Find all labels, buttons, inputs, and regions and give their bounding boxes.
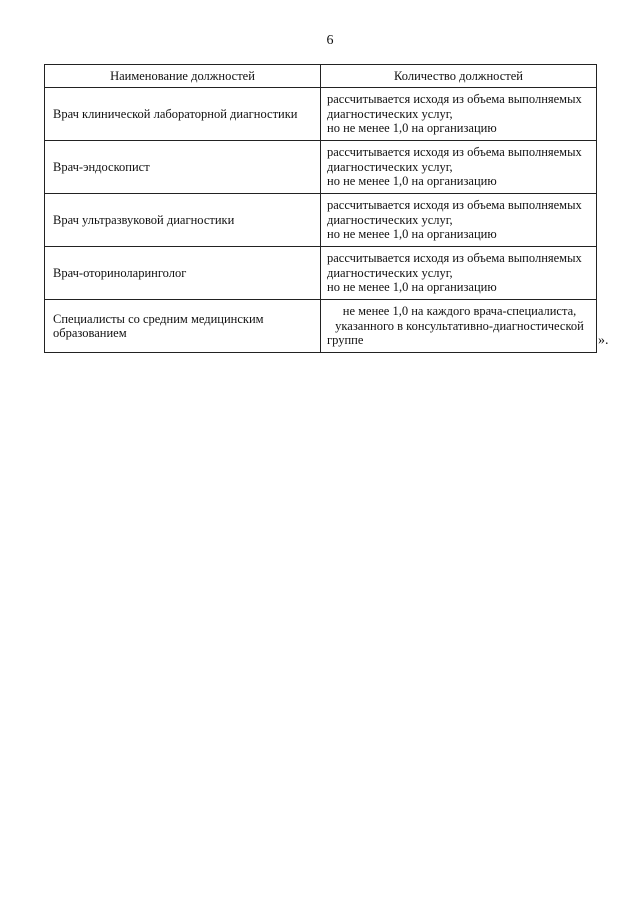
- table-row: [45, 247, 597, 300]
- staff-table: [44, 64, 597, 353]
- count-line: указанного в консультативно-диагностической: [335, 318, 584, 333]
- count-cell: [321, 88, 597, 141]
- table-row: [45, 194, 597, 247]
- table-row: [45, 88, 597, 141]
- position-cell: Врач ультразвуковой диагностики: [45, 194, 321, 247]
- count-line: но не менее 1,0 на организацию: [327, 280, 497, 295]
- closing-quote: ».: [598, 333, 609, 348]
- header-position: Наименование должностей: [45, 65, 321, 88]
- table-row: [45, 141, 597, 194]
- table-row: [45, 300, 597, 353]
- count-line: рассчитывается исходя из объема выполняемых: [327, 251, 582, 266]
- count-line: диагностических услуг,: [327, 106, 453, 121]
- count-cell: [321, 194, 597, 247]
- position-cell: Специалисты со средним медицинским образованием: [45, 300, 321, 353]
- count-line: не менее 1,0 на каждого врача-специалиста,: [342, 304, 577, 319]
- header-count: Количество должностей: [321, 65, 597, 88]
- position-cell: Врач-эндоскопист: [45, 141, 321, 194]
- count-line: рассчитывается исходя из объема выполняемых: [327, 145, 582, 160]
- count-line: группе: [327, 333, 364, 348]
- count-line: рассчитывается исходя из объема выполняемых: [327, 92, 582, 107]
- count-line: но не менее 1,0 на организацию: [327, 174, 497, 189]
- count-line: но не менее 1,0 на организацию: [327, 121, 497, 136]
- position-cell: Врач клинической лабораторной диагностики: [45, 88, 321, 141]
- position-cell: Врач-оториноларинголог: [45, 247, 321, 300]
- count-line: диагностических услуг,: [327, 159, 453, 174]
- count-cell: [321, 247, 597, 300]
- page-number: 6: [326, 33, 334, 48]
- count-line: рассчитывается исходя из объема выполняемых: [327, 198, 582, 213]
- table-header-row: [45, 65, 597, 88]
- count-line: диагностических услуг,: [327, 212, 453, 227]
- count-cell: [321, 141, 597, 194]
- count-line: но не менее 1,0 на организацию: [327, 227, 497, 242]
- count-line: диагностических услуг,: [327, 265, 453, 280]
- count-cell: [321, 300, 597, 353]
